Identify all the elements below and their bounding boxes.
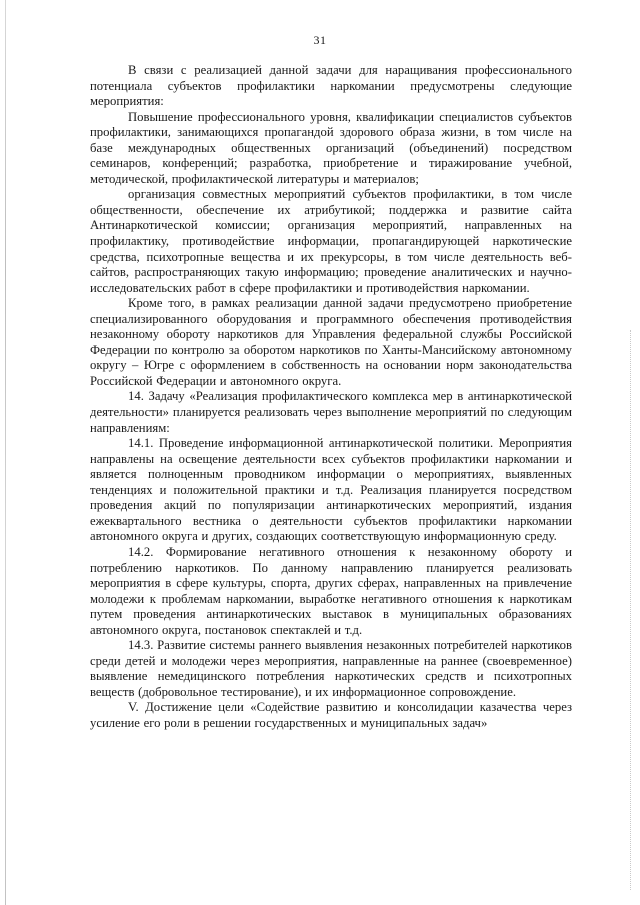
paragraph-qualification: Повышение профессионального уровня, квалификации специалистов субъектов профилактики, занимающихся пропагандой здорового образа жизни, в том числе на базе международных общественных организаций (объединений) посредством семинаров, конференций; разработка, приобретение и тиражирование учебной, методической, профилактической литературы и материалов;: [90, 109, 572, 186]
page-number: 31: [313, 33, 327, 47]
paragraph-capacity-building-intro: В связи с реализацией данной задачи для наращивания профессионального потенциала субъектов профилактики наркомании предусмотрены следующие мероприятия:: [90, 63, 572, 109]
paragraph-section-v: V. Достижение цели «Содействие развитию и консолидации казачества через усиление его роли в решении государственных и муниципальных задач»: [90, 700, 572, 730]
paragraph-equipment-purchase: Кроме того, в рамках реализации данной задачи предусмотрено приобретение специализированного оборудования и программного обеспечения противодействия незаконному обороту наркотиков для Управления федеральной службы Российской Федерации по контролю за оборотом наркотиков по Ханты-Мансийскому автономному округу – Югре с оформлением в собственность на основании норм законодательства Российской Федерации и автономного округа.: [90, 296, 572, 388]
paragraph-14-1: 14.1. Проведение информационной антинаркотической политики. Мероприятия направлены на освещение деятельности всех субъектов профилактики наркомании и является полноценным проводником информации о мероприятиях, выявленных тенденциях и положительной практики и т.д. Реализация планируется посредством проведения акций по популяризации антинаркотических мероприятий, издания ежеквартального вестника о деятельности субъектов профилактики наркомании автономного округа и других, создающих соответствующую информационную среду.: [90, 436, 572, 544]
page-body: [90, 63, 572, 732]
paragraph-task-14: 14. Задачу «Реализация профилактического комплекса мер в антинаркотической деятельности» планируется реализовать через выполнение мероприятий по следующим направлениям:: [90, 389, 572, 435]
paragraph-joint-events: организация совместных мероприятий субъектов профилактики, в том числе общественности, обеспечение их атрибутикой; поддержка и развитие сайта Антинаркотической комиссии; организация мероприятий, направленных на профилактику, противодействие информации, пропагандирующей наркотические средства, психотропные вещества и их прекурсоры, в том числе деятельность веб-сайтов, распространяющих такую информацию; проведение аналитических и научно-исследовательских работ в сфере профилактики и противодействия наркомании.: [90, 187, 572, 295]
scan-edge-right: [630, 330, 632, 890]
paragraph-14-3: 14.3. Развитие системы раннего выявления незаконных потребителей наркотиков среди детей и молодежи через мероприятия, направленные на раннее (своевременное) выявление немедицинского потребления наркотических средств и психотропных веществ (добровольное тестирование), и их информационное сопровождение.: [90, 638, 572, 699]
paragraph-14-2: 14.2. Формирование негативного отношения к незаконному обороту и потреблению наркотиков. По данному направлению планируется реализовать мероприятия в сфере культуры, спорта, других сферах, направленных на привлечение молодежи к проблемам наркомании, выработке негативного отношения к наркотикам путем проведения антинаркотических выставок в муниципальных образованиях автономного округа, постановок спектаклей и т.д.: [90, 544, 572, 637]
scan-edge-left: [5, 0, 6, 905]
